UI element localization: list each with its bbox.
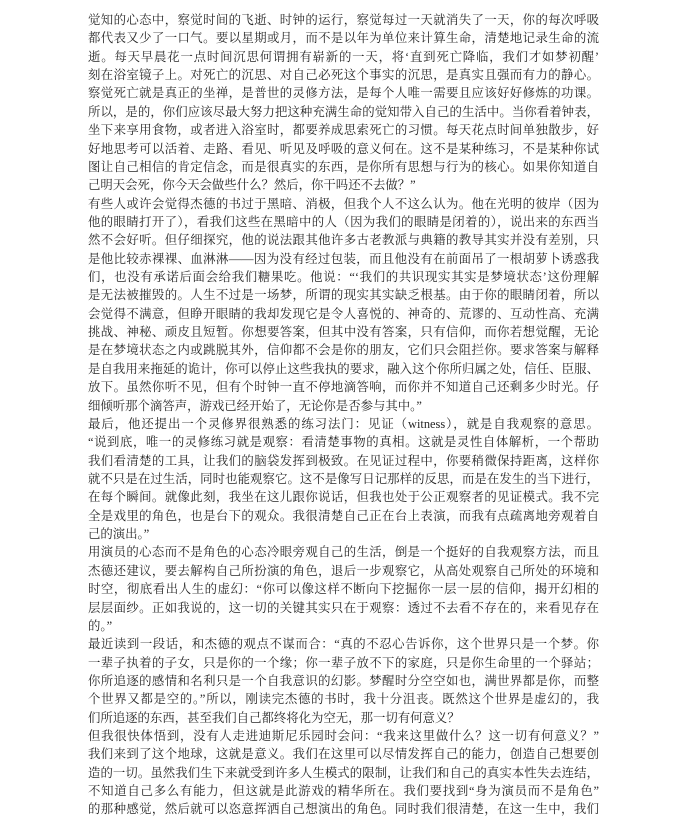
text-line: 有些人或许会觉得杰德的书过于黑暗、消极，但我个人不这么认为。他在光明的彼岸（因为: [88, 196, 599, 211]
text-line: 最近读到一段话，和杰德的观点不谋而合：“真的不忍心告诉你，这个世界只是一个梦。你: [88, 637, 599, 652]
text-line: 但我很快体悟到，没有人走进迪斯尼乐园时会问：“我来这里做什么？这一切有何意义？”: [88, 729, 599, 744]
text-line: 我们看清楚的工具，让我们的脑袋发挥到极致。在见证过程中，你要稍微保持距离，这样你: [88, 453, 599, 468]
text-line: 不知道自己多么有能力，但这就是此游戏的精华所在。我们要找到“身为演员而不是角色”: [88, 784, 599, 799]
text-block: [88, 11, 599, 819]
text-line: 造的一切。虽然我们生下来就受到许多人生模式的限制，让我们和自己的真实本性失去连结，: [88, 765, 599, 780]
text-line: 细倾听那个滴答声，游戏已经开始了，无论你是否参与其中。”: [88, 398, 422, 413]
text-line: 是在梦境状态之内或跳脱其外，信仰都不会是你的朋友，它们只会阻拦你。要求答案与解释: [88, 343, 599, 358]
text-line: 你所追逐的感情和名利只是一个自我意识的幻影。梦醒时分空空如也，满世界都是你，而整: [88, 673, 599, 688]
text-line: 图让自己相信的肯定信念，而是很真实的东西，是你所有思想与行为的核心。如果你知道自: [88, 159, 599, 174]
text-line: 己明天会死，你今天会做些什么？然后，你干吗还不去做？”: [88, 178, 416, 193]
text-line: 察觉死亡就是真正的坐禅，是普世的灵修方法，是每个人唯一需要且应该好好修炼的功课。: [88, 86, 599, 101]
text-line: 全是戏里的角色，也是台下的观众。我很清楚自己正在台上表演，而我有点疏离地旁观着自: [88, 508, 599, 523]
text-line: 己的演出。”: [88, 527, 150, 542]
text-line: 觉知的心态中，察觉时间的飞逝、时钟的运行，察觉每过一天就消失了一天，你的每次呼吸: [88, 13, 599, 27]
text-line: 好地思考可以活着、走路、看见、听见及呼吸的意义何在。这不是某种练习，不是某种你试: [88, 141, 599, 156]
text-line: 他的眼睛打开了），看我们这些在黑暗中的人（因为我们的眼睛是闭着的），说出来的东西当: [88, 214, 599, 229]
text-line: 就不只是在过生活，同时也能观察它。这不是像写日记那样的反思，而是在发生的当下进行，: [88, 471, 599, 486]
text-line: 刻在浴室镜子上。对死亡的沉思、对自己必死这个事实的沉思，是真实且强而有力的静心。: [88, 68, 599, 83]
text-line: 最后，他还提出一个灵修界很熟悉的练习法门：见证（witness），就是自我观察的意思。: [88, 416, 599, 431]
text-line: 然不会好听。但仔细探究，他的说法跟其他许多古老教派与典籍的教导其实并没有差别，只: [88, 233, 599, 248]
text-line: 都代表又少了一口气。要以星期或月，而不是以年为单位来计算生命，清楚地记录生命的流: [88, 31, 599, 46]
text-line: 我们来到了这个地球，这就是意义。我们在这里可以尽情发挥自己的能力，创造自己想要创: [88, 747, 599, 762]
text-line: 层层面纱。正如我说的，这一切的关键其实只在于观察：透过不去看不存在的，来看见存在: [88, 600, 599, 615]
text-line: 用演员的心态而不是角色的心态冷眼旁观自己的生活，倒是一个挺好的自我观察方法，而且: [88, 545, 599, 560]
text-line: 们所追逐的东西，甚至我们自己都终将化为空无，那一切有何意义？: [88, 710, 460, 725]
text-line: 是他比较赤裸裸、血淋淋——因为没有经过包装，而且他没有在前面吊了一根胡萝卜诱惑我: [88, 251, 599, 266]
text-line: 的那种感觉，然后就可以恣意挥洒自己想演出的角色。同时我们很清楚，在这一生中，我们: [88, 802, 599, 817]
text-line: 是自我用来拖延的诡计，你可以停止这些我执的要求，融入这个你所归属之处，信任、臣服、: [88, 361, 599, 376]
text-line: 放下。虽然你听不见，但有个时钟一直不停地滴答响，而你并不知道自己还剩多少时光。仔: [88, 380, 599, 395]
text-line: 的。”: [88, 618, 113, 633]
text-line: 所以，是的，你们应该尽最大努力把这种充满生命的觉知带入自己的生活中。当你看着钟表，: [88, 104, 599, 119]
text-line: 在每个瞬间。就像此刻，我坐在这儿跟你说话，但我也处于公正观察者的见证模式。我不完: [88, 490, 599, 505]
text-line: 个世界又都是空的。”所以，刚读完杰德的书时，我十分沮丧。既然这个世界是虚幻的，我: [88, 692, 599, 707]
text-line: 一辈子执着的子女，只是你的一个缘；你一辈子放不下的家庭，只是你生命里的一个驿站；: [88, 655, 599, 670]
text-line: “说到底，唯一的灵修练习就是观察：看清楚事物的真相。这就是灵性自体解析，一个帮助: [88, 435, 599, 450]
text-line: 杰德还建议，要去解构自己所扮演的角色，退后一步观察它，从高处观察自己所处的环境和: [88, 563, 599, 578]
text-line: 时空，彻底看出人生的虚幻：“你可以像这样不断向下挖掘你一层一层的信仰，揭开幻相的: [88, 582, 599, 597]
text-line: 会觉得不满意，但睁开眼睛的我却发现它是令人喜悦的、神奇的、荒谬的、互动性高、充满: [88, 306, 599, 321]
text-line: 逝。每天早晨花一点时间沉思何谓拥有崭新的一天，将‘直到死亡降临，我们才如梦初醒’: [88, 49, 599, 64]
text-line: 挑战、神秘、顽皮且短暂。你想要答案，但其中没有答案，只有信仰，而你若想觉醒，无论: [88, 325, 599, 340]
text-line: 坐下来享用食物，或者进入浴室时，都要养成思索死亡的习惯。每天花点时间单独散步，好: [88, 123, 599, 138]
text-line: 们，也没有承诺后面会给我们糖果吃。他说：“‘我们的共识现实其实是梦境状态’这份理解: [88, 270, 599, 285]
text-line: 是无法被摧毁的。人生不过是一场梦，所谓的现实其实缺乏根基。由于你的眼睛闭着，所以: [88, 288, 599, 303]
